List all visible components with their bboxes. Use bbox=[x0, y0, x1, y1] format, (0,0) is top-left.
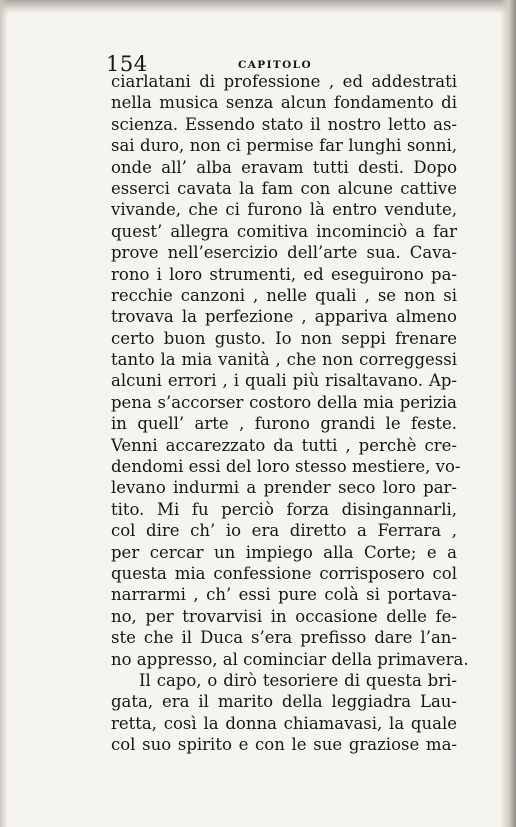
text-line: recchie canzoni , nelle quali , se non si bbox=[111, 285, 457, 305]
text-line: ste che il Duca s’era prefisso dare l’an- bbox=[111, 628, 457, 648]
text-line: trovava la perfezione , appariva almeno bbox=[111, 307, 457, 327]
scan-shadow-left bbox=[0, 0, 8, 827]
text-line: tanto la mia vanità , che non correggessi bbox=[111, 350, 457, 370]
text-line: sai duro, non ci permise far lunghi sonni, bbox=[111, 136, 457, 156]
text-line: per cercar un impiego alla Corte; e a bbox=[111, 542, 457, 562]
text-line: pena s’accorser costoro della mia perizia bbox=[111, 392, 457, 412]
text-line: no, per trovarvisi in occasione delle fe- bbox=[111, 606, 457, 626]
text-line: Venni accarezzato da tutti , perchè cre- bbox=[111, 435, 457, 455]
text-line: alcuni errori , i quali più risaltavano. Ap- bbox=[111, 371, 457, 391]
text-line: Il capo, o dirò tesoriere di questa bri- bbox=[139, 670, 457, 690]
text-line: in quell’ arte , furono grandi le feste. bbox=[111, 414, 457, 434]
running-head: CAPITOLO bbox=[238, 59, 312, 71]
text-line: retta, così la donna chiamavasi, la quale bbox=[111, 713, 457, 733]
text-line: scienza. Essendo stato il nostro letto as- bbox=[111, 114, 457, 134]
text-line: questa mia confessione corrisposero col bbox=[111, 563, 457, 583]
text-line: quest’ allegra comitiva incominciò a far bbox=[111, 221, 457, 241]
text-line: certo buon gusto. Io non seppi frenare bbox=[111, 328, 457, 348]
body-text bbox=[111, 71, 469, 756]
text-line: prove nell’esercizio dell’arte sua. Cava- bbox=[111, 243, 457, 263]
text-line: no appresso, al cominciar della primavera. bbox=[111, 649, 469, 669]
text-line: ciarlatani di professione , ed addestrati bbox=[111, 72, 457, 91]
page-number: 154 bbox=[106, 52, 148, 76]
text-line: col dire ch’ io era diretto a Ferrara , bbox=[111, 521, 457, 541]
text-line: levano indurmi a prender seco loro par- bbox=[111, 478, 457, 498]
text-line: dendomi essi del loro stesso mestiere, vo- bbox=[111, 457, 461, 477]
text-line: col suo spirito e con le sue graziose ma- bbox=[111, 735, 457, 755]
text-line: narrarmi , ch’ essi pure colà si portava- bbox=[111, 585, 457, 605]
scan-shadow-top bbox=[0, 0, 516, 14]
text-line: nella musica senza alcun fondamento di bbox=[111, 93, 457, 113]
text-line: gata, era il marito della leggiadra Lau- bbox=[111, 692, 457, 712]
text-line: rono i loro strumenti, ed eseguirono pa- bbox=[111, 264, 457, 284]
text-line: vivande, che ci furono là entro vendute, bbox=[111, 200, 457, 220]
scan-shadow-right bbox=[500, 0, 516, 827]
text-line: onde all’ alba eravam tutti desti. Dopo bbox=[111, 157, 457, 177]
text-line: tito. Mi fu perciò forza disingannarli, bbox=[111, 499, 457, 519]
text-line: esserci cavata la fam con alcune cattive bbox=[111, 178, 457, 198]
